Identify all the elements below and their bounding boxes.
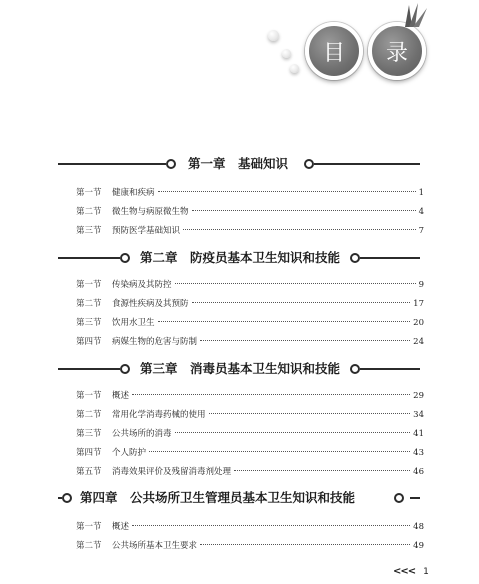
dot-leader — [200, 340, 410, 341]
page-number: 7 — [418, 226, 424, 236]
section-title: 食源性疾病及其预防 — [112, 299, 189, 309]
toc-entry[interactable] — [76, 427, 424, 441]
corner-rays-icon — [400, 0, 430, 28]
dot-leader — [132, 525, 410, 526]
section-number: 第一节 — [76, 522, 102, 532]
toc-entry[interactable] — [76, 316, 424, 330]
toc-entry[interactable] — [76, 186, 424, 200]
page-number: 9 — [418, 280, 424, 290]
section-title: 病媒生物的危害与防制 — [112, 337, 198, 347]
dot-leader — [158, 191, 416, 192]
section-number: 第四节 — [76, 448, 102, 458]
title-char-mu — [305, 22, 363, 80]
page-number: 17 — [413, 299, 424, 309]
toc-entry[interactable] — [76, 520, 424, 534]
decorative-bubble — [282, 49, 291, 58]
chapter-title: 第二章 防疫员基本卫生知识和技能 — [140, 250, 341, 265]
ring-icon — [350, 253, 360, 263]
dot-leader — [209, 413, 411, 414]
chapter-header — [58, 489, 420, 507]
page-number: 34 — [413, 410, 424, 420]
page-number: 49 — [413, 541, 424, 551]
section-title: 个人防护 — [112, 448, 147, 458]
toc-entry[interactable] — [76, 465, 424, 479]
ring-icon — [394, 493, 404, 503]
page-number: 4 — [418, 207, 424, 217]
toc-entry[interactable] — [76, 224, 424, 238]
footer-page-number: 1 — [423, 566, 429, 577]
decorative-bubble — [268, 30, 279, 41]
toc-entry[interactable] — [76, 335, 424, 349]
section-title: 概述 — [112, 522, 130, 532]
section-number: 第一节 — [76, 391, 102, 401]
dot-leader — [149, 451, 410, 452]
section-title: 传染病及其防控 — [112, 280, 172, 290]
section-number: 第二节 — [76, 410, 102, 420]
page-number: 43 — [413, 448, 424, 458]
page-number: 1 — [418, 188, 424, 198]
section-number: 第四节 — [76, 337, 102, 347]
chapter-header — [58, 155, 420, 173]
dot-leader — [183, 229, 416, 230]
section-number: 第二节 — [76, 541, 102, 551]
title-char-2: 录 — [385, 40, 408, 66]
section-number: 第三节 — [76, 429, 102, 439]
page-number: 24 — [413, 337, 424, 347]
chapter-title: 第一章 基础知识 — [188, 156, 289, 171]
page-number: 29 — [413, 391, 424, 401]
section-number: 第三节 — [76, 226, 102, 236]
toc-entry[interactable] — [76, 408, 424, 422]
toc-entry[interactable] — [76, 278, 424, 292]
dot-leader — [234, 470, 410, 471]
toc-entry[interactable] — [76, 297, 424, 311]
section-title: 常用化学消毒药械的使用 — [112, 410, 206, 420]
title-char-1: 目 — [322, 40, 345, 66]
chapter-title: 第四章 公共场所卫生管理员基本卫生知识和技能 — [80, 490, 356, 505]
title-char-lu — [368, 22, 426, 80]
section-title: 预防医学基础知识 — [112, 226, 181, 236]
page-number: 46 — [413, 467, 424, 477]
ring-icon — [350, 364, 360, 374]
dot-leader — [132, 394, 410, 395]
section-title: 概述 — [112, 391, 130, 401]
page-number: 41 — [413, 429, 424, 439]
section-title: 公共场所基本卫生要求 — [112, 541, 198, 551]
decorative-bubble — [290, 64, 299, 73]
dot-leader — [175, 283, 416, 284]
dot-leader — [192, 302, 411, 303]
section-title: 微生物与病原微生物 — [112, 207, 189, 217]
chapter-header — [58, 360, 420, 378]
dot-leader — [192, 210, 416, 211]
dot-leader — [175, 432, 411, 433]
ring-icon — [120, 364, 130, 374]
toc-entry[interactable] — [76, 539, 424, 553]
ring-icon — [166, 159, 176, 169]
page-footer — [393, 566, 429, 577]
ring-icon — [304, 159, 314, 169]
dot-leader — [158, 321, 411, 322]
toc-entry[interactable] — [76, 446, 424, 460]
toc-entry[interactable] — [76, 205, 424, 219]
section-number: 第一节 — [76, 280, 102, 290]
toc-entry[interactable] — [76, 389, 424, 403]
back-arrows-icon: <<< — [393, 566, 416, 577]
section-title: 健康和疾病 — [112, 188, 155, 198]
chapter-header — [58, 249, 420, 267]
dot-leader — [200, 544, 410, 545]
ring-icon — [62, 493, 72, 503]
section-title: 消毒效果评价及残留消毒剂处理 — [112, 467, 232, 477]
page-number: 20 — [413, 318, 424, 328]
section-number: 第一节 — [76, 188, 102, 198]
section-title: 公共场所的消毒 — [112, 429, 172, 439]
section-title: 饮用水卫生 — [112, 318, 155, 328]
section-number: 第二节 — [76, 207, 102, 217]
ring-icon — [120, 253, 130, 263]
chapter-title: 第三章 消毒员基本卫生知识和技能 — [140, 361, 341, 376]
page-number: 48 — [413, 522, 424, 532]
section-number: 第五节 — [76, 467, 102, 477]
section-number: 第三节 — [76, 318, 102, 328]
section-number: 第二节 — [76, 299, 102, 309]
